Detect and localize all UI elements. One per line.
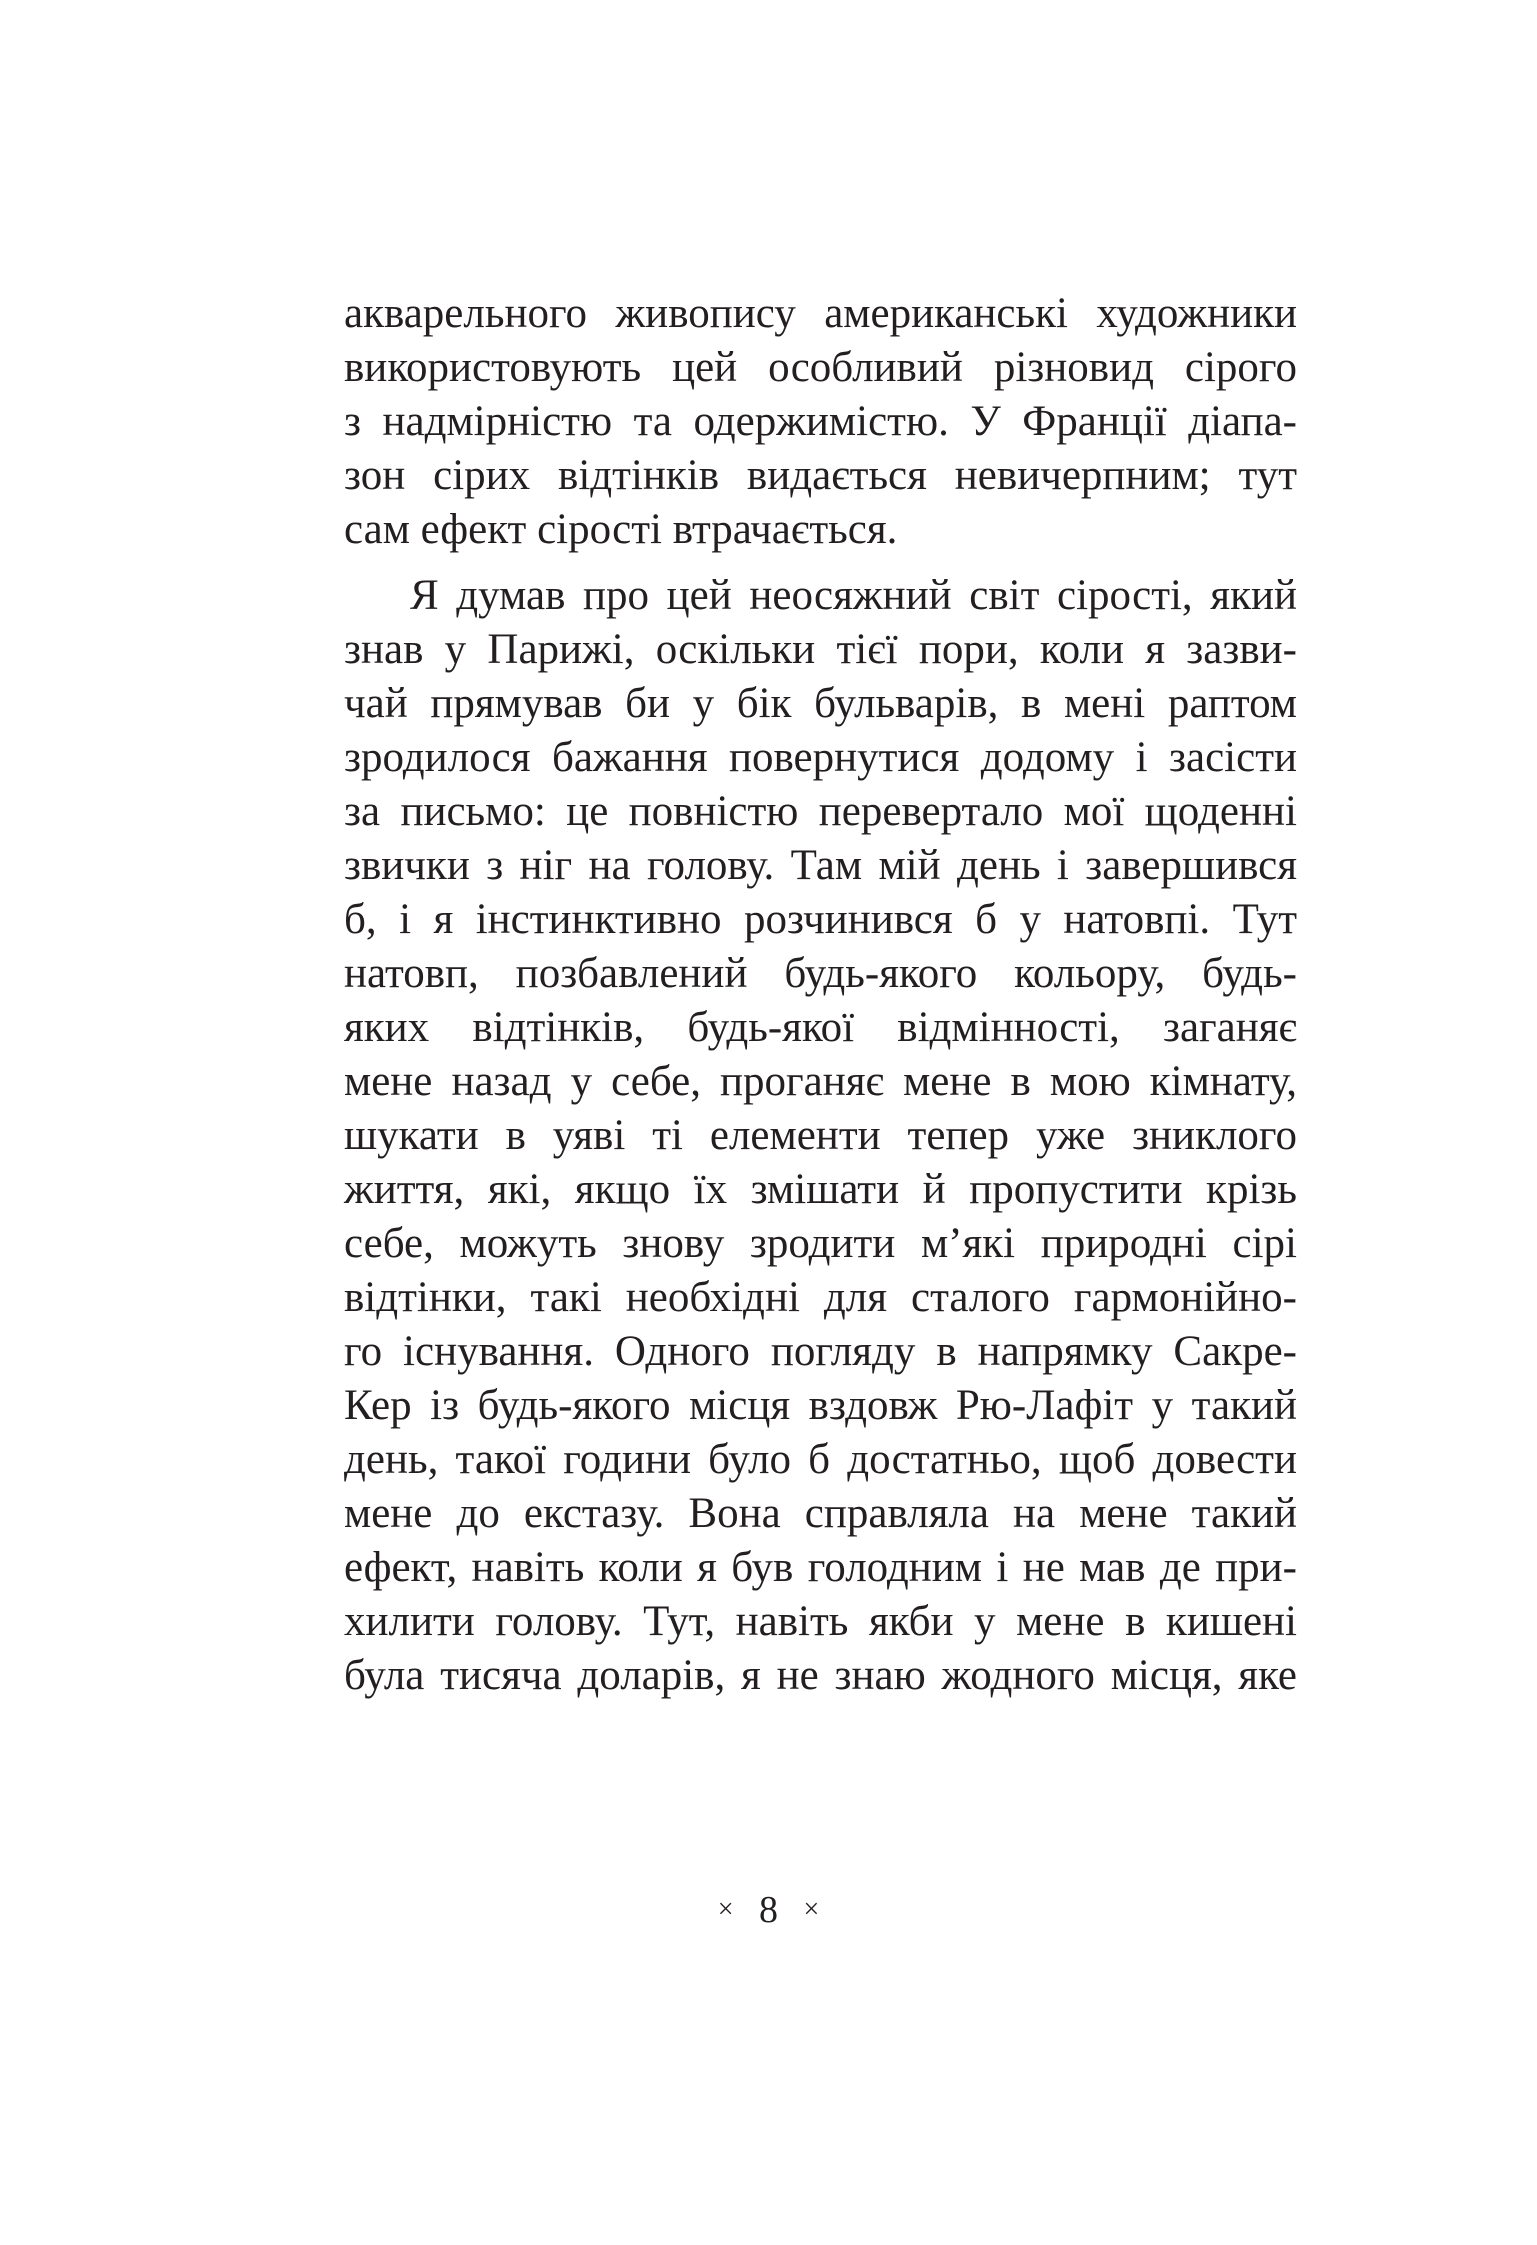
text-line: натовп, позбавлений будь-якого кольору, будь- (344, 950, 1297, 997)
text-line: життя, які, якщо їх змішати й пропустити крізь (344, 1166, 1297, 1213)
text-line: Я думав про цей неосяжний світ сірості, який (410, 572, 1297, 619)
text-line: хилити голову. Тут, навіть якби у мене в кишені (344, 1598, 1297, 1645)
right-ornament-icon: × (803, 1894, 820, 1926)
text-line: день, такої години було б достатньо, щоб довести (344, 1436, 1297, 1483)
text-line: зродилося бажання повернутися додому і засісти (344, 734, 1297, 781)
text-line: шукати в уяві ті елементи тепер уже зниклого (344, 1112, 1297, 1159)
text-line: акварельного живопису американські художники (344, 290, 1297, 337)
text-line: яких відтінків, будь-якої відмінності, заганяє (344, 1004, 1297, 1051)
paragraph-1 (344, 287, 1297, 557)
text-line: себе, можуть знову зродити м’які природні сірі (344, 1220, 1297, 1267)
text-line: сам ефект сірості втрачається. (344, 506, 898, 553)
text-line: Кер із будь-якого місця вздовж Рю-Лафіт у такий (344, 1382, 1297, 1429)
text-line: мене до екстазу. Вона справляла на мене такий (344, 1490, 1297, 1537)
text-line: звички з ніг на голову. Там мій день і завершився (344, 842, 1297, 889)
text-line: чай прямував би у бік бульварів, в мені раптом (344, 680, 1297, 727)
text-line: використовують цей особливий різновид сірого (344, 344, 1297, 391)
text-line: знав у Парижі, оскільки тієї пори, коли я зазви- (344, 626, 1297, 673)
page-footer (0, 1888, 1537, 1932)
text-line: зон сірих відтінків видається невичерпним; тут (344, 452, 1297, 499)
text-line: з надмірністю та одержимістю. У Франції діапа- (344, 398, 1297, 445)
body-text (344, 287, 1297, 1703)
text-line: мене назад у себе, проганяє мене в мою кімнату, (344, 1058, 1297, 1105)
text-line: ефект, навіть коли я був голодним і не мав де при- (344, 1544, 1297, 1591)
text-line: відтінки, такі необхідні для сталого гармонійно- (344, 1274, 1297, 1321)
left-ornament-icon: × (717, 1894, 734, 1926)
page-number: 8 (759, 1889, 778, 1931)
text-line: була тисяча доларів, я не знаю жодного місця, яке (344, 1652, 1297, 1699)
text-line: го існування. Одного погляду в напрямку Сакре- (344, 1328, 1297, 1375)
text-line: б, і я інстинктивно розчинився б у натовпі. Тут (344, 896, 1297, 943)
paragraph-2 (344, 569, 1297, 1703)
text-line: за письмо: це повністю перевертало мої щоденні (344, 788, 1297, 835)
